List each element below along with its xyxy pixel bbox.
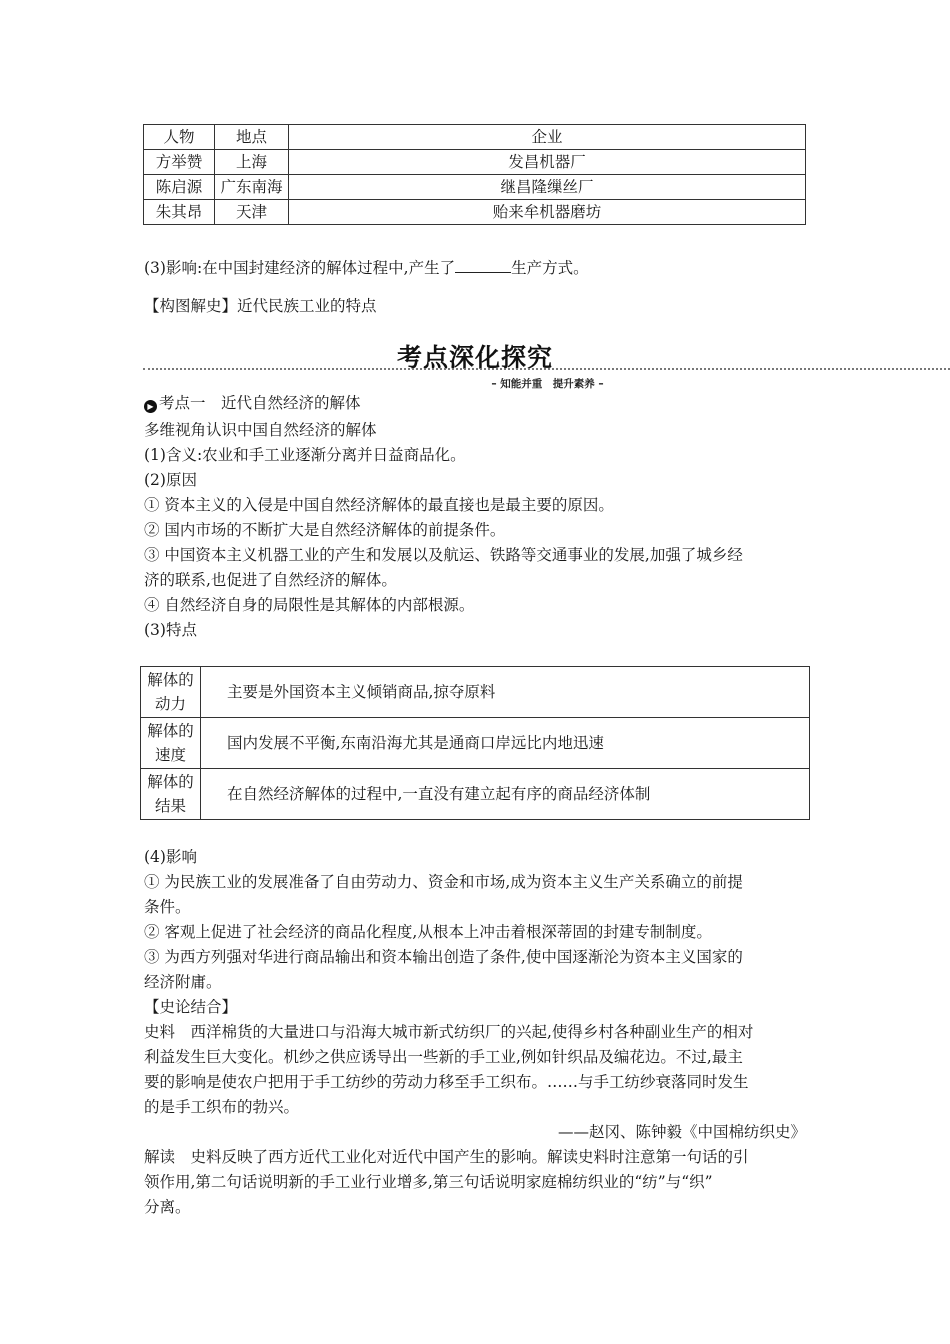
text-line: 济的联系,也促进了自然经济的解体。: [144, 571, 397, 589]
text-line: 的是手工织布的勃兴。: [144, 1098, 300, 1116]
table-cell: 主要是外国资本主义倾销商品,掠夺原料: [201, 667, 810, 718]
table-cell: 天津: [215, 200, 289, 225]
text-line: (1)含义:农业和手工业逐渐分离并日益商品化。: [144, 446, 466, 464]
dotted-divider: [143, 368, 950, 370]
fill-blank: [455, 258, 511, 273]
header-enterprise: 企业: [289, 125, 806, 150]
text-line: 要的影响是使农户把用于手工纺纱的劳动力移至手工织布。……与手工纺纱衰落同时发生: [144, 1073, 749, 1091]
goutu-heading: 【构图解史】近代民族工业的特点: [144, 297, 377, 315]
text-line: ③ 中国资本主义机器工业的产生和发展以及航运、铁路等交通事业的发展,加强了城乡经: [144, 546, 743, 564]
text-line: 史料 西洋棉货的大量进口与沿海大城市新式纺织厂的兴起,使得乡村各种副业生产的相对: [144, 1023, 754, 1041]
table-cell: 贻来牟机器磨坊: [289, 200, 806, 225]
text-line: ③ 为西方列强对华进行商品输出和资本输出创造了条件,使中国逐渐沦为资本主义国家的: [144, 948, 743, 966]
kaodian-heading: [144, 392, 361, 414]
table-cell: 上海: [215, 150, 289, 175]
text-line: (4)影响: [144, 848, 197, 866]
text-line: ④ 自然经济自身的局限性是其解体的内部根源。: [144, 596, 475, 614]
table-row: [144, 150, 806, 175]
text-line: 领作用,第二句话说明新的手工业行业增多,第三句话说明家庭棉纺织业的“纺”与“织”: [144, 1173, 713, 1191]
text-line: 利益发生巨大变化。机纱之供应诱导出一些新的手工业,例如针织品及编花边。不过,最主: [144, 1048, 743, 1066]
table-cell: 陈启源: [144, 175, 215, 200]
impact-line: [144, 257, 589, 279]
kaodian-label: 考点一 近代自然经济的解体: [159, 394, 361, 412]
row-header-line1: 解体的: [147, 671, 194, 689]
text-line: 分离。: [144, 1198, 191, 1216]
table-cell: 继昌隆缫丝厂: [289, 175, 806, 200]
table-cell: 朱其昂: [144, 200, 215, 225]
table-cell: 国内发展不平衡,东南沿海尤其是通商口岸远比内地迅速: [201, 718, 810, 769]
table-row: [144, 200, 806, 225]
text-line: (2)原因: [144, 471, 197, 489]
characteristics-table: [140, 666, 810, 820]
row-header-line2: 速度: [154, 746, 186, 764]
text-line: ② 国内市场的不断扩大是自然经济解体的前提条件。: [144, 521, 506, 539]
section-title: 考点深化探究: [396, 343, 553, 372]
text-line: 多维视角认识中国自然经济的解体: [144, 421, 377, 439]
header-location: 地点: [215, 125, 289, 150]
table-cell: 方举赞: [144, 150, 215, 175]
impact-text-end: 生产方式。: [511, 259, 589, 277]
enterprise-table: [143, 124, 806, 225]
impact-text: (3)影响:在中国封建经济的解体过程中,产生了: [144, 259, 456, 277]
shilun-heading: 【史论结合】: [144, 998, 238, 1016]
section-subtitle: – 知能并重 提升素养 –: [491, 378, 604, 390]
row-header-line2: 动力: [154, 695, 186, 713]
table-cell: 广东南海: [215, 175, 289, 200]
source-citation: ——赵冈、陈钟毅《中国棉纺织史》: [557, 1123, 806, 1141]
row-header: [141, 769, 201, 820]
row-header: [141, 667, 201, 718]
text-line: 解读 史料反映了西方近代工业化对近代中国产生的影响。解读史料时注意第一句话的引: [144, 1148, 749, 1166]
text-line: (3)特点: [144, 621, 197, 639]
table-row: [141, 769, 810, 820]
text-line: 条件。: [144, 898, 191, 916]
table-row: [141, 718, 810, 769]
table-row: [141, 667, 810, 718]
row-header-line1: 解体的: [147, 773, 194, 791]
text-line: ① 为民族工业的发展准备了自由劳动力、资金和市场,成为资本主义生产关系确立的前提: [144, 873, 743, 891]
row-header-line1: 解体的: [147, 722, 194, 740]
text-line: ② 客观上促进了社会经济的商品化程度,从根本上冲击着根深蒂固的封建专制制度。: [144, 923, 712, 941]
table-cell: 在自然经济解体的过程中,一直没有建立起有序的商品经济体制: [201, 769, 810, 820]
text-line: 经济附庸。: [144, 973, 222, 991]
text-line: ① 资本主义的入侵是中国自然经济解体的最直接也是最主要的原因。: [144, 496, 614, 514]
circle-arrow-icon: ▶: [144, 400, 157, 413]
table-header-row: [144, 125, 806, 150]
row-header: [141, 718, 201, 769]
table-cell: 发昌机器厂: [289, 150, 806, 175]
header-person: 人物: [144, 125, 215, 150]
table-row: [144, 175, 806, 200]
row-header-line2: 结果: [154, 797, 186, 815]
